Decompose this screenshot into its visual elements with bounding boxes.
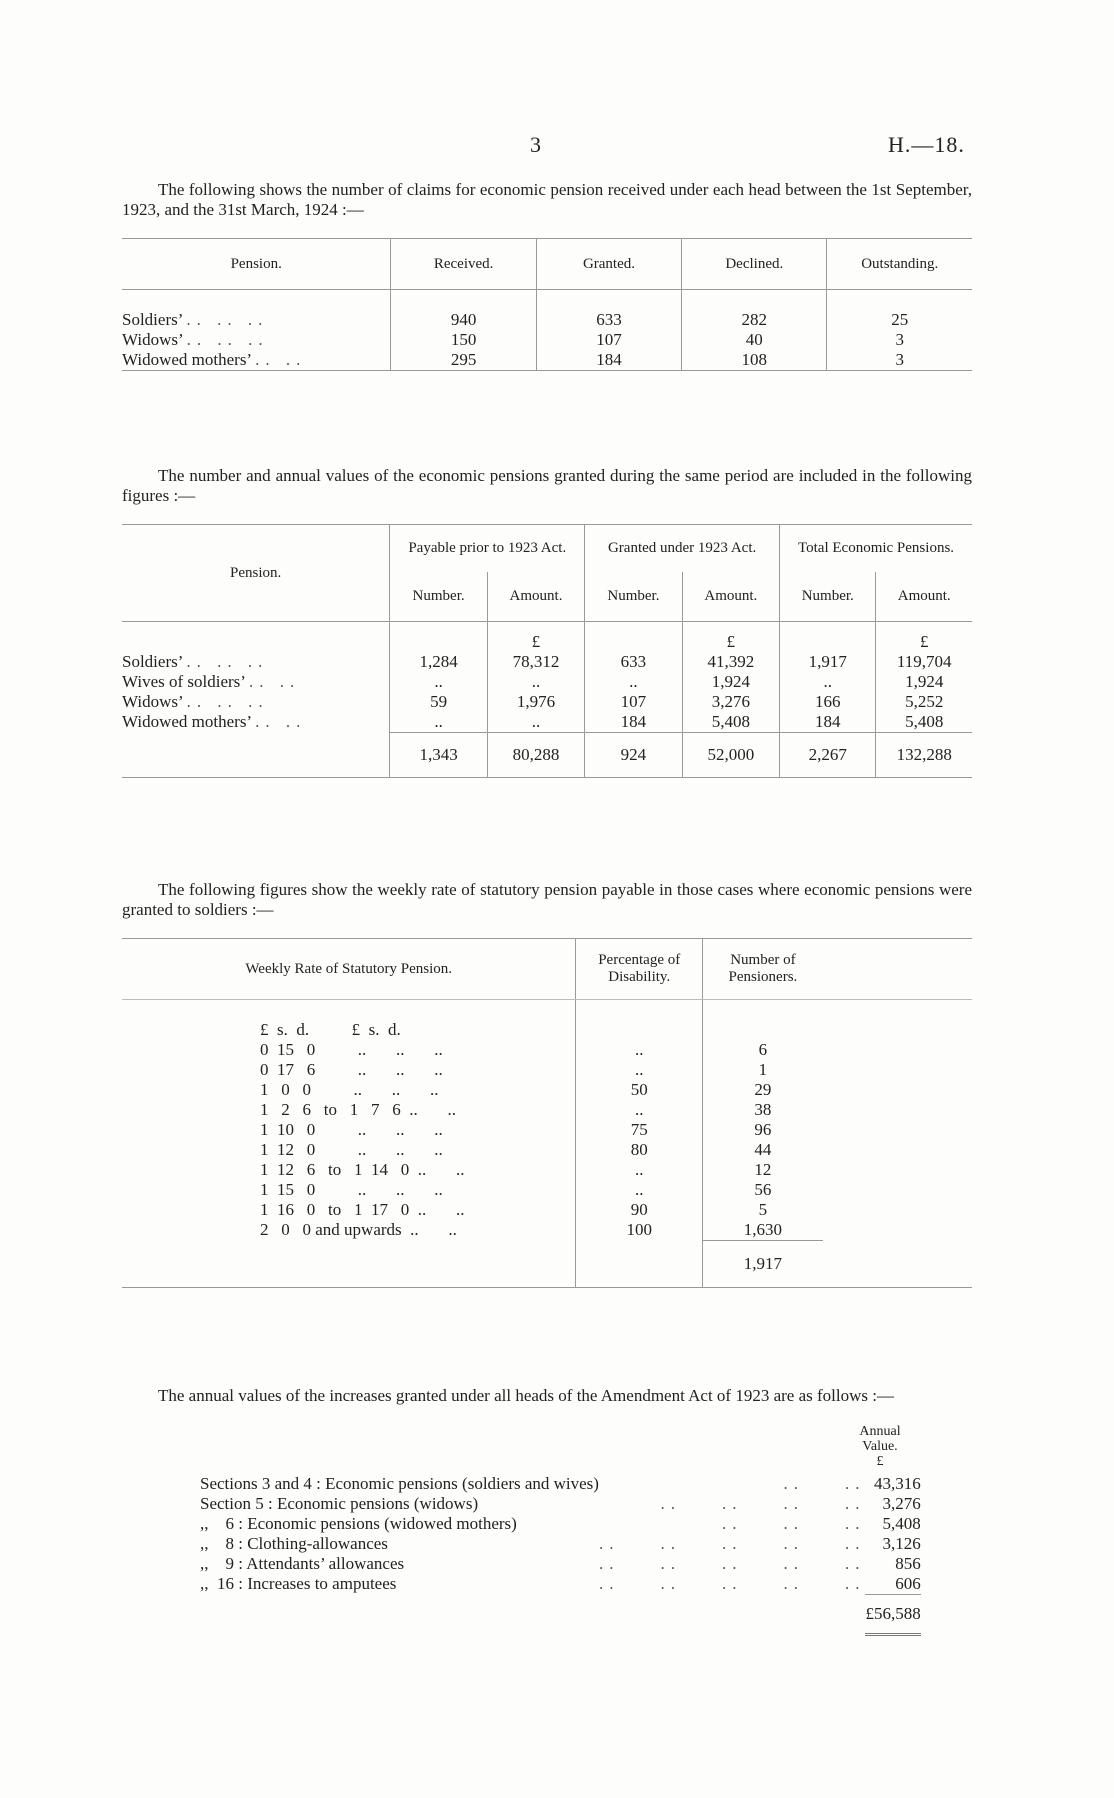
col-outstanding: Outstanding. [827, 239, 972, 290]
values-intro-paragraph: The number and annual values of the economic pensions granted during the same period are included in the following figures :— [122, 466, 972, 505]
table-row: Wives of soldiers’ .. .. .. .. .. 1,924 .. 1,924 [122, 672, 972, 692]
table-row: Soldiers’ .. .. .. 1,284 78,312 633 41,392 1,917 119,704 [122, 652, 972, 672]
weekly-rate-table [122, 938, 972, 1288]
table-row: 1 10 0 .. .. .. 75 96 [122, 1120, 972, 1140]
page-number: 3 [530, 132, 541, 157]
currency-units-row: £ s. d. £ s. d. [260, 1020, 401, 1039]
col-declined: Declined. [682, 239, 827, 290]
document-reference: H.—18. [888, 132, 965, 157]
col-pension: Pension. [122, 525, 390, 622]
table-row: ,, 8 : Clothing-allowances .. .. .. .. .. 3,126 [200, 1534, 921, 1553]
currency-symbol: £ [487, 622, 584, 653]
group-granted-under: Granted under 1923 Act. [585, 525, 780, 572]
claims-table [122, 238, 972, 371]
table-row: ,, 16 : Increases to amputees .. .. .. .. .. 606 [200, 1574, 921, 1594]
table-row: Widows’ .. .. .. 59 1,976 107 3,276 166 5,252 [122, 692, 972, 712]
table-row: 1 12 6 to 1 14 0 .. .. .. 12 [122, 1160, 972, 1180]
totals-row: 1,917 [122, 1241, 972, 1288]
table-row: Soldiers’ .. .. .. 940 633 282 25 [122, 310, 972, 330]
weekly-rate-intro-paragraph: The following figures show the weekly rate of statutory pension payable in those cases where economic pensions were granted to soldiers :— [122, 880, 972, 919]
economic-pensions-table: Pension. Payable prior to 1923 Act. Granted under 1923 Act. Total Economic Pensions. Number. Amount. Number. Amount. Number. Amount. £ £ £ Soldiers’ .. .. .. 1,284 78,312 633 41,392 1,917 119,704 Wives of soldiers’ .. .. .. .. .. 1,924 .. 1,924 Widows’ .. .. .. 59 1,976 107 3,276 166 5,252 Widowed mothers’ .. .. .. .. 184 5,408 184 5,408 1,343 80,288 924 52,000 2,267 132,288 [122, 524, 972, 778]
group-payable-prior: Payable prior to 1923 Act. [390, 525, 585, 572]
table-row: ,, 9 : Attendants’ allowances .. .. .. .. .. 856 [200, 1554, 921, 1573]
increases-table [200, 1474, 921, 1636]
currency-symbol: £ [682, 622, 779, 653]
table-row: 1 15 0 .. .. .. .. 56 [122, 1180, 972, 1200]
table-row: Widowed mothers’ .. .. 295 184 108 3 [122, 350, 972, 371]
claims-intro-paragraph: The following shows the number of claims for economic pension received under each head between the 1st September, 1923, and the 31st March, 1924 :— [122, 180, 972, 219]
totals-row: 1,343 80,288 924 52,000 2,267 132,288 [122, 733, 972, 778]
col-percentage: Percentage of Disability. [576, 939, 703, 1000]
table-row: Widows’ .. .. .. 150 107 40 3 [122, 330, 972, 350]
table-row: 1 0 0 .. .. .. 50 29 [122, 1080, 972, 1100]
table-row: 1 16 0 to 1 17 0 .. .. 90 5 [122, 1200, 972, 1220]
table-row: Sections 3 and 4 : Economic pensions (soldiers and wives) .. .. 43,316 [200, 1474, 921, 1493]
increases-intro-paragraph: The annual values of the increases granted under all heads of the Amendment Act of 1923 are as follows :— [158, 1386, 894, 1405]
annual-value-header: Annual Value. £ [859, 1424, 901, 1469]
col-received: Received. [391, 239, 536, 290]
col-pension: Pension. [122, 239, 391, 290]
table-row: 1 12 0 .. .. .. 80 44 [122, 1140, 972, 1160]
col-weekly-rate: Weekly Rate of Statutory Pension. [122, 939, 576, 1000]
col-granted: Granted. [536, 239, 681, 290]
table-row: 0 17 6 .. .. .. .. 1 [122, 1060, 972, 1080]
group-total-economic: Total Economic Pensions. [780, 525, 972, 572]
table-row: 2 0 0 and upwards .. .. 100 1,630 [122, 1220, 972, 1241]
table-row: 1 2 6 to 1 7 6 .. .. .. 38 [122, 1100, 972, 1120]
table-row: Widowed mothers’ .. .. .. .. 184 5,408 184 5,408 [122, 712, 972, 733]
table-row: ,, 6 : Economic pensions (widowed mothers) .. .. .. 5,408 [200, 1514, 921, 1533]
table-row: Section 5 : Economic pensions (widows) .. .. .. .. 3,276 [200, 1494, 921, 1513]
currency-symbol: £ [876, 622, 972, 653]
totals-row: £56,588 [200, 1595, 921, 1635]
table-row: 0 15 0 .. .. .. .. 6 [122, 1040, 972, 1060]
col-number: Number of Pensioners. [703, 939, 823, 1000]
